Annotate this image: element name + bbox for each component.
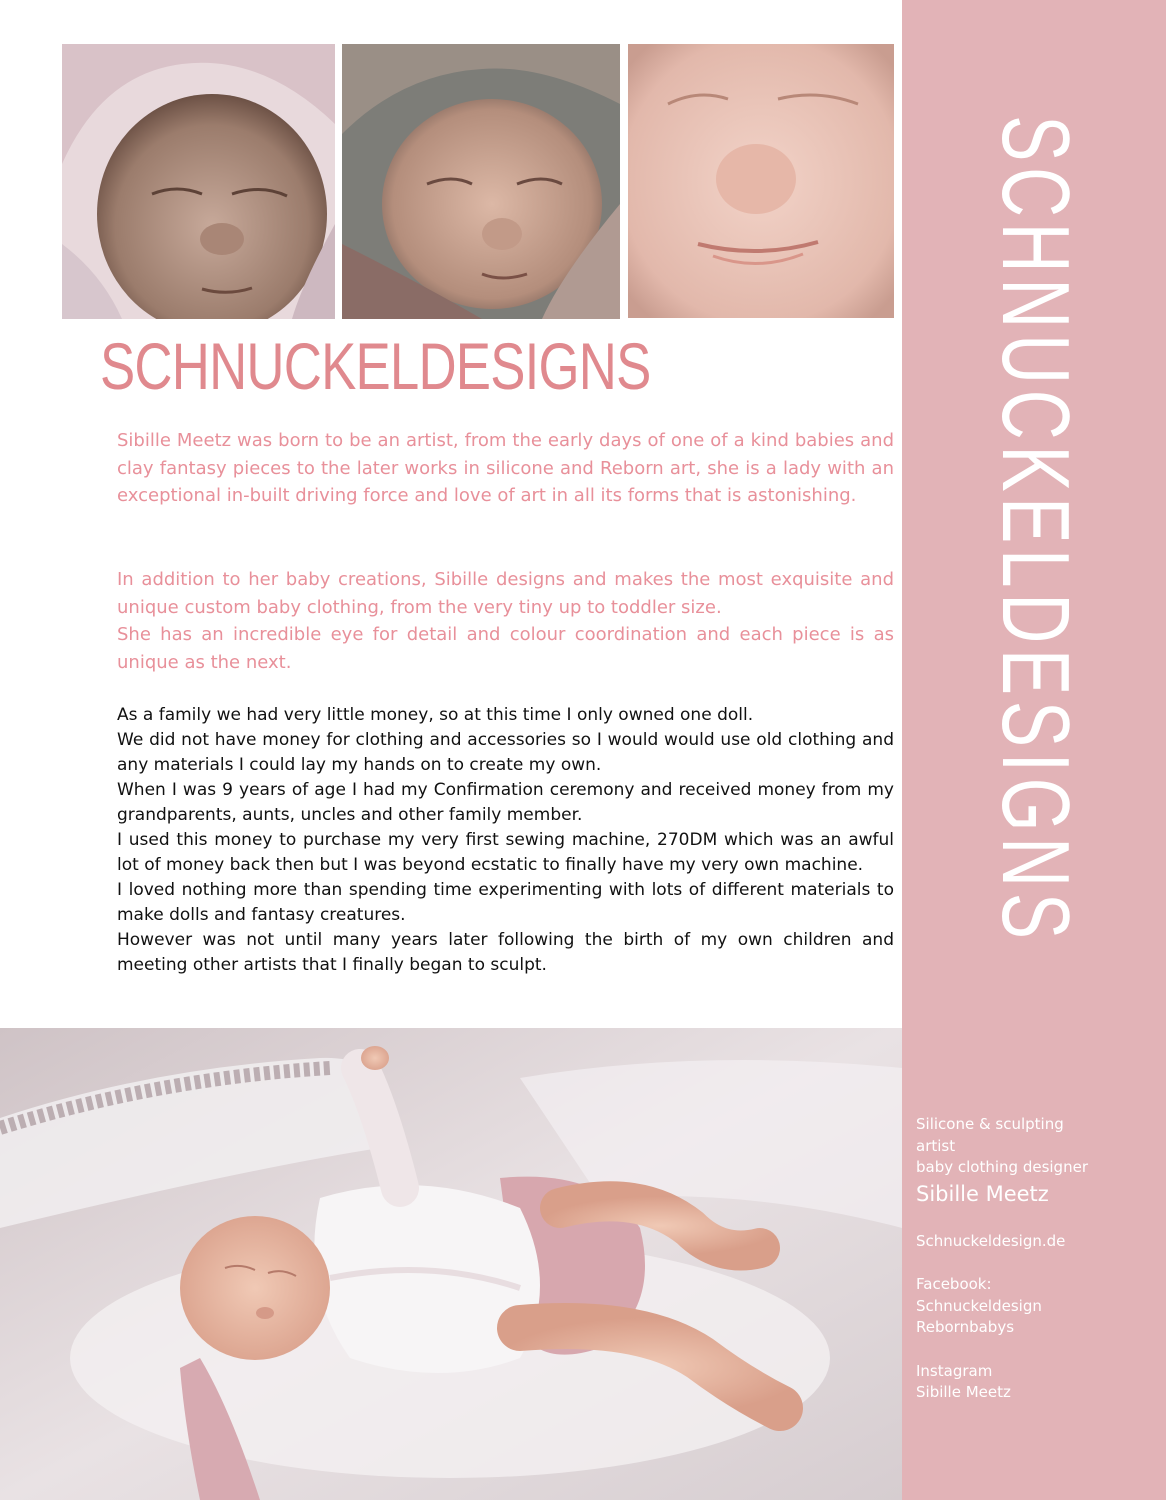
facebook-link[interactable]: Schnuckeldesign [916, 1296, 1042, 1315]
baby-face-photo-3 [628, 44, 894, 318]
intro-paragraph-2a: In addition to her baby creations, Sibille designs and makes the most exquisite and unique custom baby clothing, from the very tiny up to toddler size. [117, 569, 894, 618]
story-text [117, 703, 894, 978]
instagram-link[interactable]: Sibille Meetz [916, 1383, 1011, 1401]
vertical-brand-text: SCHNUCKELDESIGNS [982, 115, 1089, 945]
facebook-link-line2[interactable]: Rebornbabys [916, 1318, 1015, 1336]
intro-paragraph-1: Sibille Meetz was born to be an artist, from the early days of one of a kind babies and clay fantasy pieces to the later works in silicone and Reborn art, she is a lady with an exceptional in-built driving force and love of art in all its forms that is astonishing. [117, 430, 894, 507]
story-line: When I was 9 years of age I had my Confirmation ceremony and received money from my grandparents, aunts, uncles and other family member. [117, 780, 894, 825]
intro-paragraph-2 [117, 566, 894, 677]
intro-paragraph-2b: She has an incredible eye for detail and colour coordination and each piece is as unique as the next. [117, 624, 894, 674]
instagram-label: Instagram [916, 1361, 993, 1380]
baby-face-photo-1 [62, 44, 335, 319]
silicone-baby-doll-photo [0, 1028, 902, 1500]
baby-face-photo-2 [342, 44, 620, 319]
role-line: baby clothing designer [916, 1158, 1088, 1176]
brand-heading: SCHNUCKELDESIGNS [100, 329, 651, 403]
story-line: I loved nothing more than spending time experimenting with lots of different materials to make dolls and fantasy creatures. [117, 880, 894, 925]
story-line: I used this money to purchase my very first sewing machine, 270DM which was an awful lot of money back then but I was beyond ecstatic to finally have my very own machine. [117, 830, 894, 875]
contact-info [916, 1114, 1156, 1404]
website-link[interactable]: Schnuckeldesign.de [916, 1231, 1066, 1250]
facebook-label: Facebook: [916, 1275, 992, 1293]
story-line: As a family we had very little money, so at this time I only owned one doll. [117, 705, 754, 725]
role-line: artist [916, 1136, 956, 1155]
role-line: Silicone & sculpting [916, 1115, 1064, 1133]
story-line: We did not have money for clothing and accessories so I would would use old clothing and any materials I could lay my hands on to create my own. [117, 730, 894, 775]
story-line: However was not until many years later following the birth of my own children and meeting other artists that I finally began to sculpt. [117, 930, 894, 975]
vertical-brand-title [980, 0, 1090, 1106]
artist-name: Sibille Meetz [916, 1181, 1049, 1206]
